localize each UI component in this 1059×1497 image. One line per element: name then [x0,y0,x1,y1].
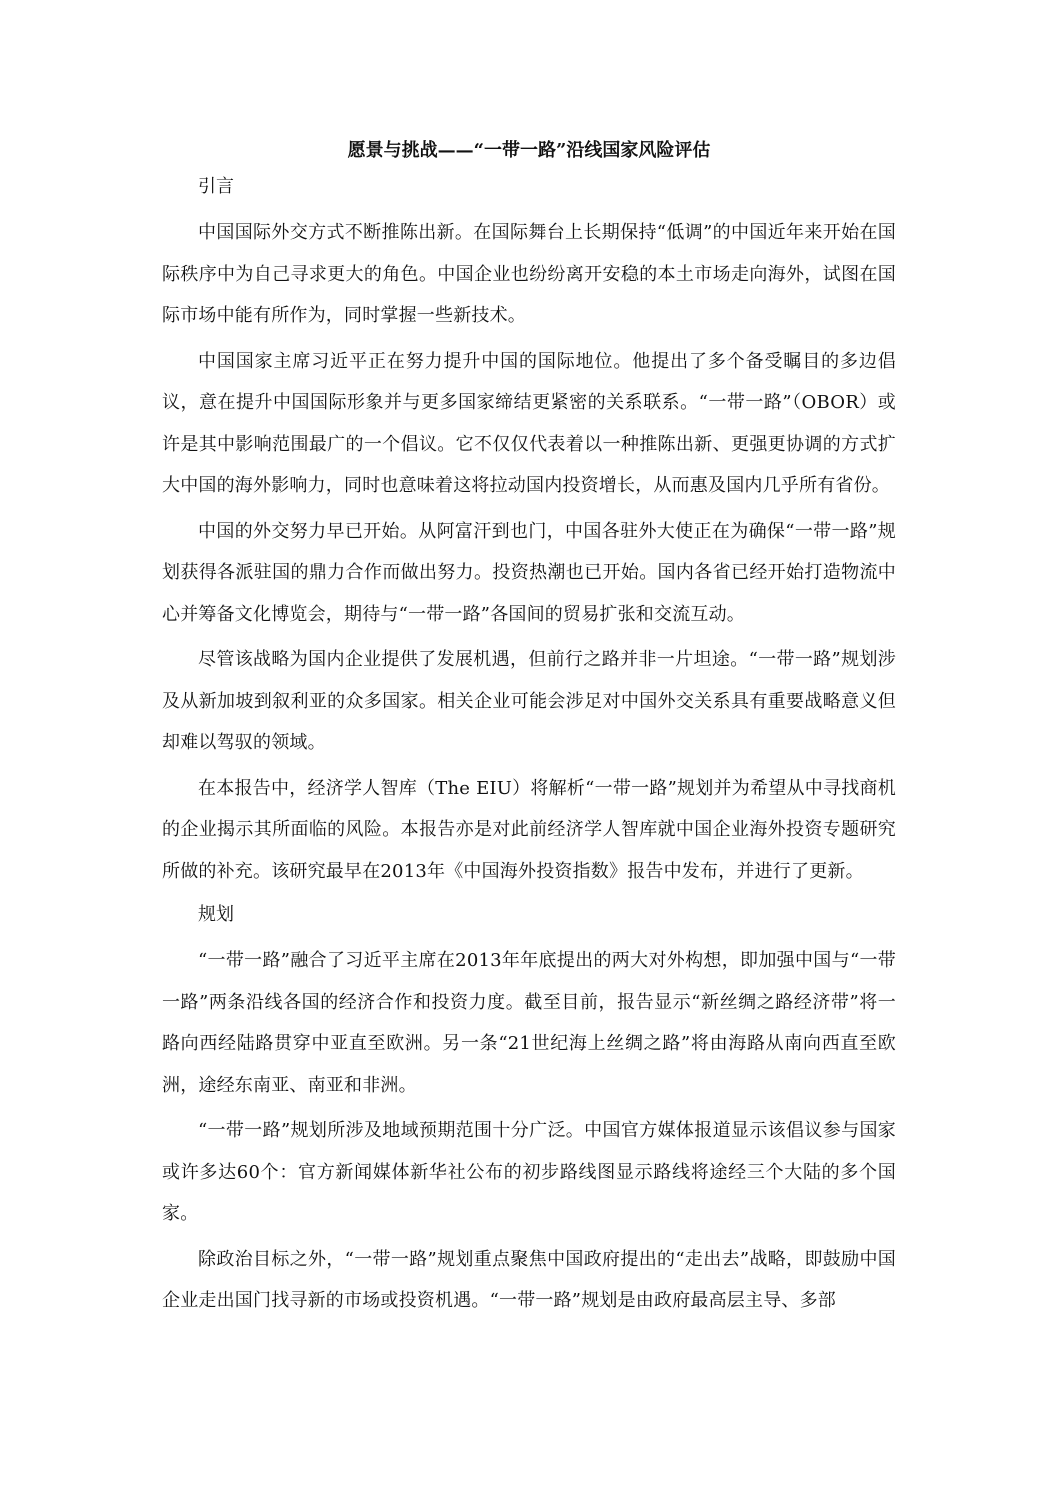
section-heading-plan: 规划 [198,904,234,925]
plan-paragraph-2: “一带一路”规划所涉及地域预期范围十分广泛。中国官方媒体报道显示该倡议参与国家或许多达60个：官方新闻媒体新华社公布的初步路线图显示路线将途经三个大陆的多个国家。 [162,1120,896,1224]
document-page [162,136,896,1322]
intro-paragraph-3: 中国的外交努力早已开始。从阿富汗到也门，中国各驻外大使正在为确保“一带一路”规划获得各派驻国的鼎力合作而做出努力。投资热潮也已开始。国内各省已经开始打造物流中心并筹备文化博览会，期待与“一带一路”各国间的贸易扩张和交流互动。 [162,520,896,625]
intro-paragraph-4: 尽管该战略为国内企业提供了发展机遇，但前行之路并非一片坦途。“一带一路”规划涉及从新加坡到叙利亚的众多国家。相关企业可能会涉足对中国外交关系具有重要战略意义但却难以驾驭的领域。 [162,649,896,753]
plan-paragraph-1: “一带一路”融合了习近平主席在2013年年底提出的两大对外构想，即加强中国与“一带一路”两条沿线各国的经济合作和投资力度。截至目前，报告显示“新丝绸之路经济带”将一路向西经陆路贯穿中亚直至欧洲。另一条“21世纪海上丝绸之路”将由海路从南向西直至欧洲，途经东南亚、南亚和非洲。 [162,950,896,1096]
section-heading-intro: 引言 [198,176,234,197]
intro-paragraph-1: 中国国际外交方式不断推陈出新。在国际舞台上长期保持“低调”的中国近年来开始在国际秩序中为自己寻求更大的角色。中国企业也纷纷离开安稳的本土市场走向海外，试图在国际市场中能有所作为，同时掌握一些新技术。 [162,222,896,326]
intro-paragraph-2: 中国国家主席习近平正在努力提升中国的国际地位。他提出了多个备受瞩目的多边倡议，意在提升中国国际形象并与更多国家缔结更紧密的关系联系。“一带一路”（OBOR）或许是其中影响范围最广的一个倡议。它不仅仅代表着以一种推陈出新、更强更协调的方式扩大中国的海外影响力，同时也意味着这将拉动国内投资增长，从而惠及国内几乎所有省份。 [162,350,896,496]
plan-paragraph-3: 除政治目标之外，“一带一路”规划重点聚焦中国政府提出的“走出去”战略，即鼓励中国企业走出国门找寻新的市场或投资机遇。“一带一路”规划是由政府最高层主导、多部 [162,1248,896,1311]
document-title: 愿景与挑战——“一带一路”沿线国家风险评估 [347,140,711,161]
intro-paragraph-5: 在本报告中，经济学人智库（The EIU）将解析“一带一路”规划并为希望从中寻找商机的企业揭示其所面临的风险。本报告亦是对此前经济学人智库就中国企业海外投资专题研究所做的补充。该研究最早在2013年《中国海外投资指数》报告中发布，并进行了更新。 [162,777,896,882]
